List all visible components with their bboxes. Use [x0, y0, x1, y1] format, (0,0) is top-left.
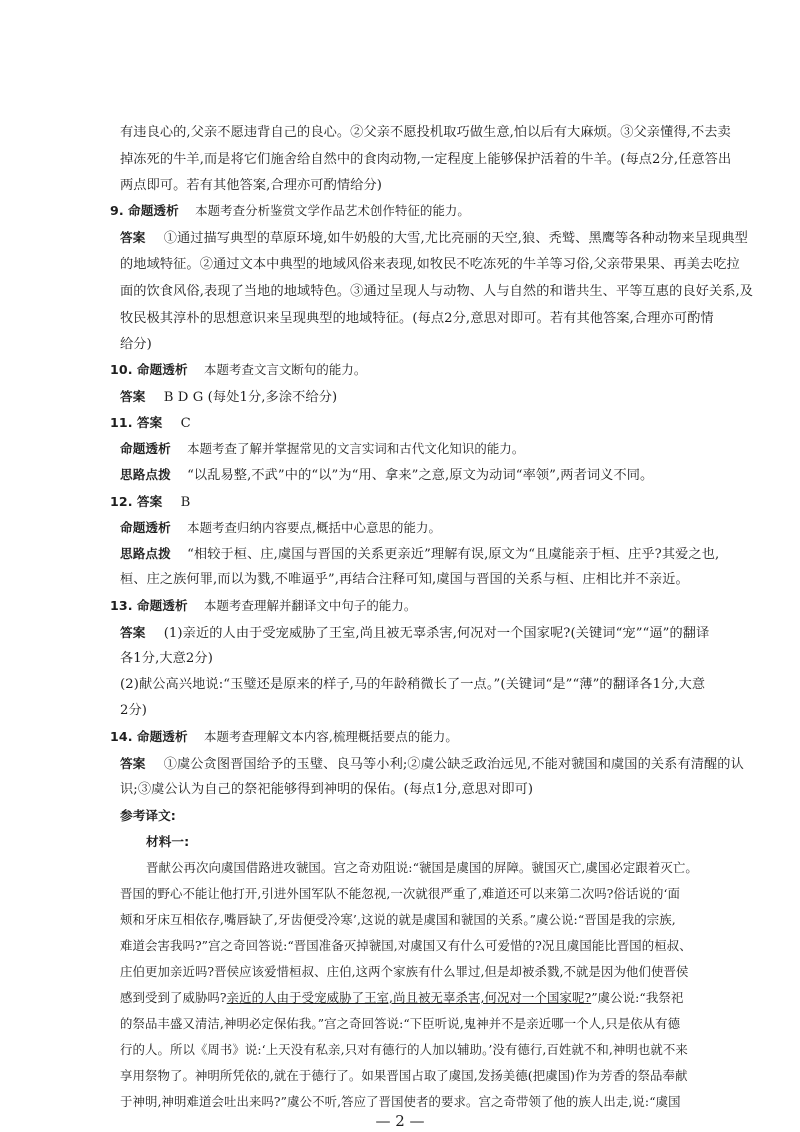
- analysis-line: 命题透析 本题考查归纳内容要点,概括中心意思的能力。: [120, 520, 441, 535]
- answer-label: 答案: [120, 625, 146, 640]
- translation-line: 晋献公再次向虞国借路进攻虢国。宫之奇劝阻说:“虢国是虞国的屏障。虢国灭亡,虞国必定跟着灭亡。: [146, 860, 698, 875]
- translation-line: 感到受到了威胁吗?亲近的人由于受宠威胁了王室,尚且被无辜杀害,何况对一个国家呢?”虞公说:“我祭祀: [120, 990, 684, 1005]
- section-label: 命题透析: [128, 203, 179, 218]
- answer-label: 答案: [120, 756, 146, 771]
- text-line: (2)献公高兴地说:“玉璧还是原来的样子,马的年龄稍微长了一点。”(关键词“是”“薄”的翻译各1分,大意: [120, 677, 706, 692]
- section-label: 命题透析: [136, 729, 188, 744]
- answer-line: 答案 B D G (每处1分,多涂不给分): [120, 389, 338, 405]
- answer-label: 答案: [136, 494, 163, 509]
- translation-line: 于神明,神明难道会吐出来吗?”虞公不听,答应了晋国使者的要求。宫之奇带领了他的族人出走,说:“虞国: [120, 1094, 681, 1109]
- page-number: — 2 —: [375, 1112, 425, 1130]
- section-label: 思路点拨: [120, 467, 171, 482]
- analysis-line: 命题透析 本题考查了解并掌握常见的文言实词和古代文化知识的能力。: [120, 441, 525, 456]
- question-number: 9.: [110, 203, 124, 218]
- section-label: 命题透析: [136, 598, 188, 613]
- translation-line: 享用祭物了。神明所凭依的,就在于德行了。如果晋国占取了虞国,发扬美德(把虞国)作为芳香的祭品奉献: [120, 1068, 688, 1083]
- question-number: 11.: [110, 415, 133, 430]
- answer-line: 答案 ①虞公贪图晋国给予的玉璧、良马等小利;②虞公缺乏政治远见,不能对虢国和虞国的关系有清醒的认: [120, 756, 744, 772]
- analysis-text: 本题考查分析鉴赏文学作品艺术创作特征的能力。: [195, 203, 470, 218]
- question-12-line: 12. 答案 B: [110, 494, 191, 510]
- translation-line: 的祭品丰盛又清洁,神明必定保佑我。”宫之奇回答说:“下臣听说,鬼神并不是亲近哪一个人,只是依从有德: [120, 1016, 681, 1031]
- translation-line: 难道会害我吗?”宫之奇回答说:“晋国准备灭掉虢国,对虞国又有什么可爱惜的?况且虞国能比晋国的桓叔、: [120, 938, 692, 953]
- text-line: 面的饮食风俗,表现了当地的地域特色。③通过呈现人与动物、人与自然的和谐共生、平等互惠的良好关系,及: [120, 284, 754, 299]
- question-number: 10.: [110, 362, 133, 377]
- question-11-line: 11. 答案 C: [110, 415, 191, 431]
- question-13-line: 13. 命题透析 本题考查理解并翻译文中句子的能力。: [110, 598, 417, 613]
- answer-label: 答案: [120, 389, 146, 404]
- question-number: 12.: [110, 494, 133, 509]
- translation-line: 庄伯更加亲近吗?晋侯应该爱惜桓叔、庄伯,这两个家族有什么罪过,但是却被杀戮,不就是因为他们使晋侯: [120, 964, 689, 979]
- question-10-line: 10. 命题透析 本题考查文言文断句的能力。: [110, 362, 367, 377]
- question-14-line: 14. 命题透析 本题考查理解文本内容,梳理概括要点的能力。: [110, 729, 458, 744]
- translation-line: 颊和牙床互相依存,嘴唇缺了,牙齿便受冷寒’,这说的就是虞国和虢国的关系。”虞公说:“晋国是我的宗族,: [120, 912, 676, 927]
- tip-line: 思路点拨 “相较于桓、庄,虞国与晋国的关系更亲近”理解有误,原文为“且虞能亲于桓、庄乎?其爱之也,: [120, 546, 720, 562]
- translation-heading: 参考译文:: [120, 808, 176, 823]
- answer-label: 答案: [120, 230, 146, 245]
- underlined-sentence: 亲近的人由于受宠威胁了王室,尚且被无辜杀害,何况对一个国家呢?: [226, 990, 592, 1005]
- answer-line: 答案 (1)亲近的人由于受宠威胁了王室,尚且被无辜杀害,何况对一个国家呢?(关键词“宠”“逼”的翻译: [120, 625, 710, 641]
- question-number: 13.: [110, 598, 133, 613]
- section-label: 命题透析: [120, 520, 171, 535]
- answer-label: 答案: [136, 415, 163, 430]
- text-line: 桓、庄之族何罪,而以为戮,不唯逼乎”,再结合注释可知,虞国与晋国的关系与桓、庄相比并不亲近。: [120, 572, 689, 587]
- text-line: 识;③虞公认为自己的祭祀能够得到神明的保佑。(每点1分,意思对即可): [120, 782, 534, 797]
- tip-line: 思路点拨 “以乱易整,不武”中的“以”为“用、拿来”之意,原文为动词“率领”,两者词义不同。: [120, 467, 654, 483]
- text-line: 各1分,大意2分): [120, 651, 213, 666]
- question-9-line: [110, 202, 470, 221]
- translation-line: 晋国的野心不能让他打开,引进外国军队不能忽视,一次就很严重了,难道还可以来第二次吗?俗话说的‘面: [120, 886, 680, 901]
- question-number: 14.: [110, 729, 133, 744]
- text-line: 牧民极其淳朴的思想意识来呈现典型的地域特征。(每点2分,意思对即可。若有其他答案,合理亦可酌情: [120, 311, 714, 326]
- text-line: 两点即可。若有其他答案,合理亦可酌情给分): [120, 178, 382, 193]
- section-label: 命题透析: [120, 441, 171, 456]
- translation-line: 行的人。所以《周书》说:‘上天没有私亲,只对有德行的人加以辅助。’没有德行,百姓就不和,神明也就不来: [120, 1042, 688, 1057]
- section-label: 命题透析: [136, 362, 188, 377]
- material-1-heading: 材料一:: [146, 834, 190, 849]
- text-line: 2分): [120, 703, 148, 718]
- section-label: 思路点拨: [120, 546, 171, 561]
- text-line: 的地域特征。②通过文本中典型的地域风俗来表现,如牧民不吃冻死的牛羊等习俗,父亲带果果、再美去吃拉: [120, 257, 740, 272]
- text-line: 掉冻死的牛羊,而是将它们施舍给自然中的食肉动物,一定程度上能够保护活着的牛羊。(每点2分,任意答出: [120, 152, 732, 167]
- text-line: 有违良心的,父亲不愿违背自己的良心。②父亲不愿投机取巧做生意,怕以后有大麻烦。③父亲懂得,不去卖: [120, 125, 731, 140]
- text-line: 给分): [120, 337, 152, 352]
- answer-line: 答案 ①通过描写典型的草原环境,如牛奶般的大雪,尤比亮丽的天空,狼、秃鹫、黑鹰等各种动物来呈现典型: [120, 230, 748, 246]
